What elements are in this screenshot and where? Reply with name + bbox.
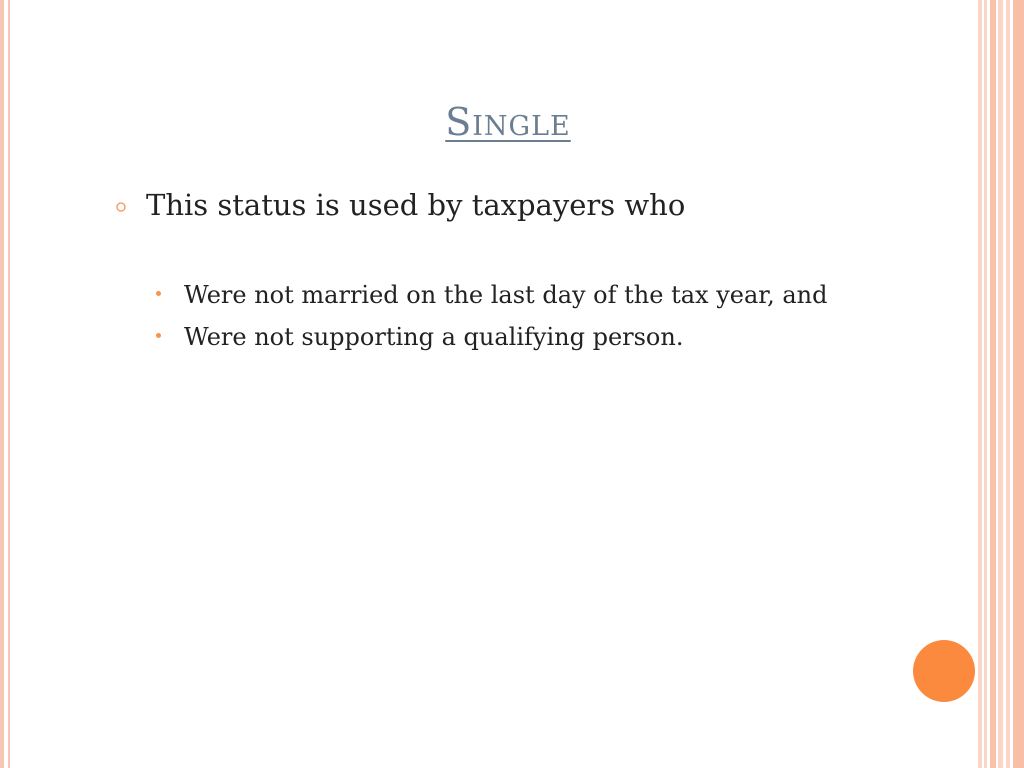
- bullet-text: This status is used by taxpayers who: [146, 188, 686, 222]
- hollow-circle-bullet-icon: [115, 201, 127, 213]
- dot-bullet-icon: [156, 291, 161, 296]
- dot-bullet-icon: [156, 333, 161, 338]
- bullet-item: [115, 188, 685, 222]
- sub-bullet-text: Were not married on the last day of the tax year, and: [184, 281, 828, 309]
- sub-bullet-text: Were not supporting a qualifying person.: [184, 323, 684, 351]
- sub-bullet-item: [156, 281, 828, 309]
- decorative-circle: [913, 640, 975, 702]
- sub-bullet-item: [156, 323, 683, 351]
- slide-title: Single: [445, 100, 571, 144]
